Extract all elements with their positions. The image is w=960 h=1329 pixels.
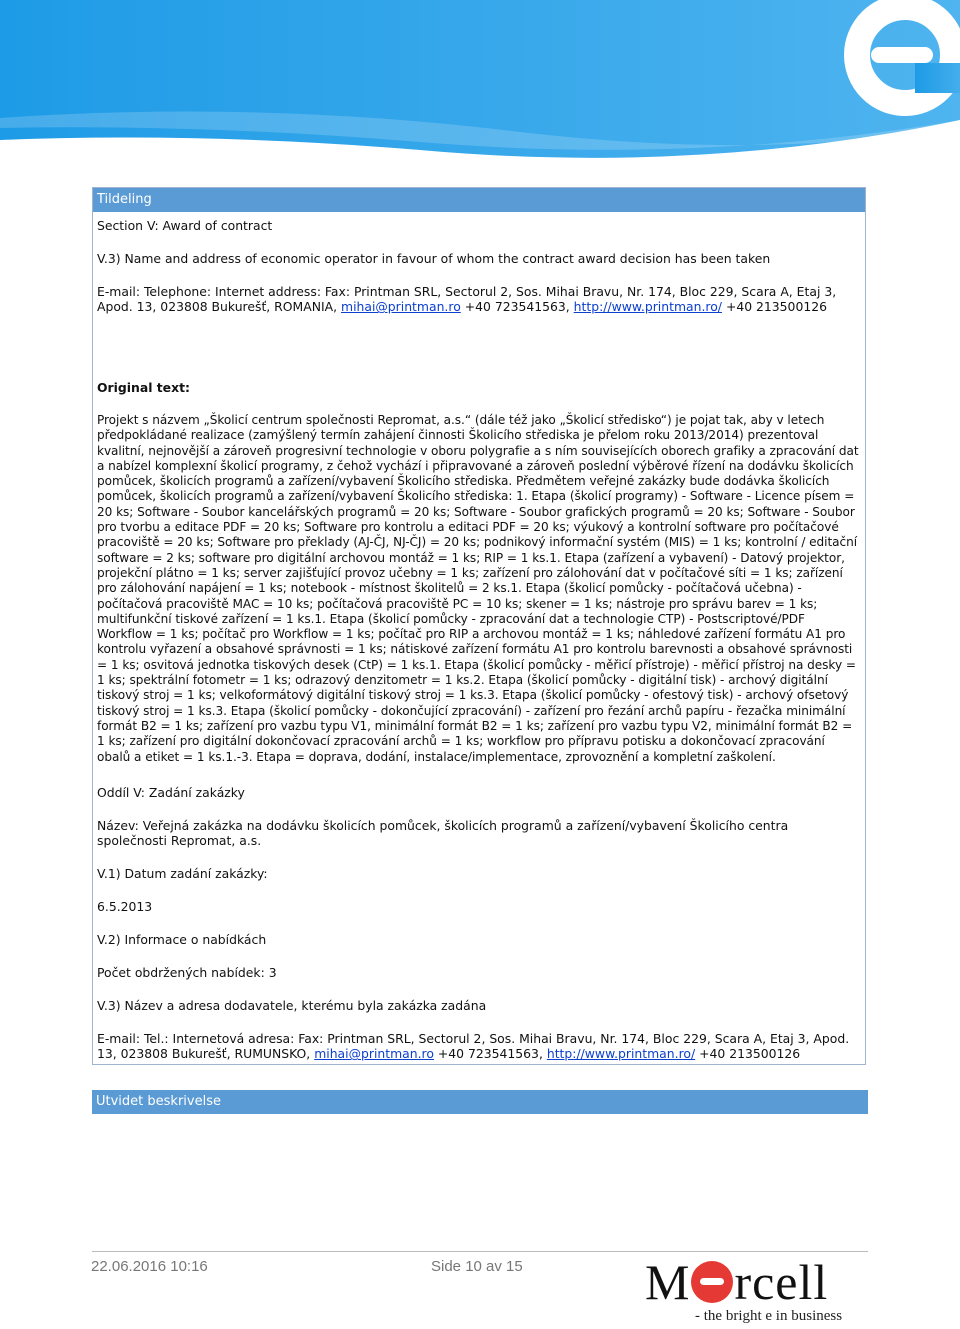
footer-date: 22.06.2016 10:16	[91, 1258, 208, 1275]
logo-e-icon	[691, 1261, 733, 1303]
supplier-phone: +40 723541563,	[437, 1046, 543, 1062]
footer-divider	[92, 1251, 868, 1252]
operator-email-link[interactable]: mihai@printman.ro	[341, 299, 461, 315]
supplier-email-link[interactable]: mihai@printman.ro	[314, 1046, 434, 1062]
offers-heading: V.2) Informace o nabídkách	[97, 932, 267, 947]
supplier-contact	[97, 1031, 859, 1062]
contract-name: Název: Veřejná zakázka na dodávku školicích pomůcek, školicích programů a zařízení/vybavení Školicího centra společnosti Repromat, a.s.	[97, 818, 789, 849]
offers-count: Počet obdržených nabídek: 3	[97, 965, 277, 980]
header-wave-graphic	[0, 0, 960, 160]
operator-url-link[interactable]: http://www.printman.ro/	[573, 299, 722, 315]
operator-fax: +40 213500126	[725, 299, 827, 315]
original-text-body: Projekt s názvem „Školicí centrum společnosti Repromat, a.s.“ (dále též jako „Školicí středisko“) je pojat tak, aby v letech předpokládané realizace (zamýšlený termín zahájení činnosti Školicího střediska je přelom roku 2013/2014) prezentoval kvalitní, nejnovější a zároveň progresivní technologie v oboru polygrafie a s ním souvisejících oborech grafiky a zpracování dat a nabízel komplexní školicí programy, z čehož vychází i připravované a zároveň poslední výběrové řízení na dodávku školicích pomůcek, školicích programů a zařízení/vybavení Školicího střediska. Předmětem veřejné zakázky bude dodávka školicích pomůcek, školicích programů a zařízení/vybavení Školicího střediska: 1. Etapa (školicí programy) - Software - Licence písem = 20 ks; Software - Soubor kancelářských programů = 20 ks; Software - Soubor grafických programů = 20 ks; Software - Soubor pro tvorbu a editace PDF = 20 ks; Software pro kontrolu a editaci PDF = 20 ks; výukový a kontrolní software pro počítačové pracoviště = 20 ks; Software pro překlady (AJ-ČJ, NJ-ČJ) = 20 ks; podnikový informační systém (MIS) = 1 ks; kontrolní / editační software = 2 ks; software pro digitální archovou montáž = 1 ks; RIP = 1 ks.1. Etapa (zařízení a vybavení) - Datový projektor, projekční plátno = 1 ks; server zajišťující provoz učebny = 1 ks; zařízení pro zálohování dat v počítačové síti = 1 ks; zařízení pro zálohování napájení = 1 ks; notebook - místnost školitelů = 2 ks.1. Etapa (školicí pomůcky - počítačová učebna) - počítačová pracoviště MAC = 10 ks; počítačová pracoviště PC = 10 ks; skener = 1 ks; nástroje pro správu barev = 1 ks; multifunkční tiskové zařízení = 1 ks.1. Etapa (školicí pomůcky - zpracování dat a technologie CTP) - Postscriptové/PDF Workflow = 1 ks; počítač pro Workflow = 1 ks; počítač pro RIP a archovou montáž = 1 ks; náhledové zařízení formátu A1 pro kontrolu vyřazení a obsahové správnosti = 1 ks; nátiskové zařízení formátu A1 pro kontrolu barevnosti a obsahové správnosti = 1 ks; osvitová jednotka tiskových desek (CtP) = 1 ks.1. Etapa (školicí pomůcky - měřicí přístroje) - měřicí přístroj na desky = 1 ks; spektrální fotometr = 1 ks; odrazový denzitometr = 1 ks.2. Etapa (školicí pomůcky - digitální tisk) - archový digitální tiskový stroj = 1 ks; velkoformátový digitální tiskový stroj = 1 ks.3. Etapa (školicí pomůcky - ofestový tisk) - archový ofsetový tiskový stroj = 1 ks.3. Etapa (školicí pomůcky - dokončující zpracování) - zařízení pro řezání archů papíru - řezačka minimální formát B2 = 1 ks; zařízení pro vazbu typu V1, minimální formát B2 = 1 ks; zařízení pro vazbu typu V2, minimální formát B2 = 1 ks; zařízení pro digitální dokončovací zpracování archů = 1 ks; workflow pro přípravu potisku a dokončovací zpracování obalů a etiket = 1 ks.1.-3. Etapa = doprava, dodání, instalace/implementace, zprovoznění a kompletní zaškolení.	[97, 413, 859, 764]
supplier-url-link[interactable]: http://www.printman.ro/	[546, 1046, 696, 1062]
award-date-value: 6.5.2013	[97, 899, 153, 914]
supplier-fax: +40 213500126	[699, 1046, 801, 1062]
operator-address: E-mail: Telephone: Internet address: Fax: Printman SRL, Sectorul 2, Sos. Mihai Bravu, Nr. 174, Bloc 229, Scara A, Etaj 3, Apod. 13, 023808 Bukurešť, ROMANIA,	[97, 284, 837, 315]
operator-heading: V.3) Name and address of economic operator in favour of whom the contract award decision has been taken	[97, 251, 771, 266]
logo-tagline: - the bright e in business	[695, 1308, 843, 1324]
award-date-label: V.1) Datum zadání zakázky:	[97, 866, 268, 881]
award-section-box	[92, 187, 866, 1065]
operator-phone: +40 723541563,	[464, 299, 570, 315]
supplier-address: E-mail: Tel.: Internetová adresa: Fax: Printman SRL, Sectorul 2, Sos. Mihai Bravu, Nr. 174, Bloc 229, Scara A, Etaj 3, Apod. 13, 023808 Bukurešť, RUMUNSKO,	[97, 1031, 850, 1062]
logo-letter-m: M	[645, 1254, 691, 1310]
logo-letters-rcell: rcell	[734, 1254, 829, 1310]
section-title: Section V: Award of contract	[97, 218, 273, 233]
supplier-heading: V.3) Název a adresa dodavatele, kterému byla zakázka zadána	[97, 998, 487, 1013]
section-heading-utvidet: Utvidet beskrivelse	[92, 1090, 868, 1114]
header-banner	[0, 0, 960, 160]
mercell-logo	[645, 1254, 867, 1326]
operator-contact	[97, 284, 859, 315]
oddil-heading: Oddíl V: Zadání zakázky	[97, 785, 245, 800]
original-text-label: Original text:	[97, 380, 190, 395]
footer-page-number: Side 10 av 15	[431, 1258, 523, 1275]
section-heading-tildeling: Tildeling	[93, 188, 865, 212]
logo-wordmark	[645, 1254, 828, 1310]
